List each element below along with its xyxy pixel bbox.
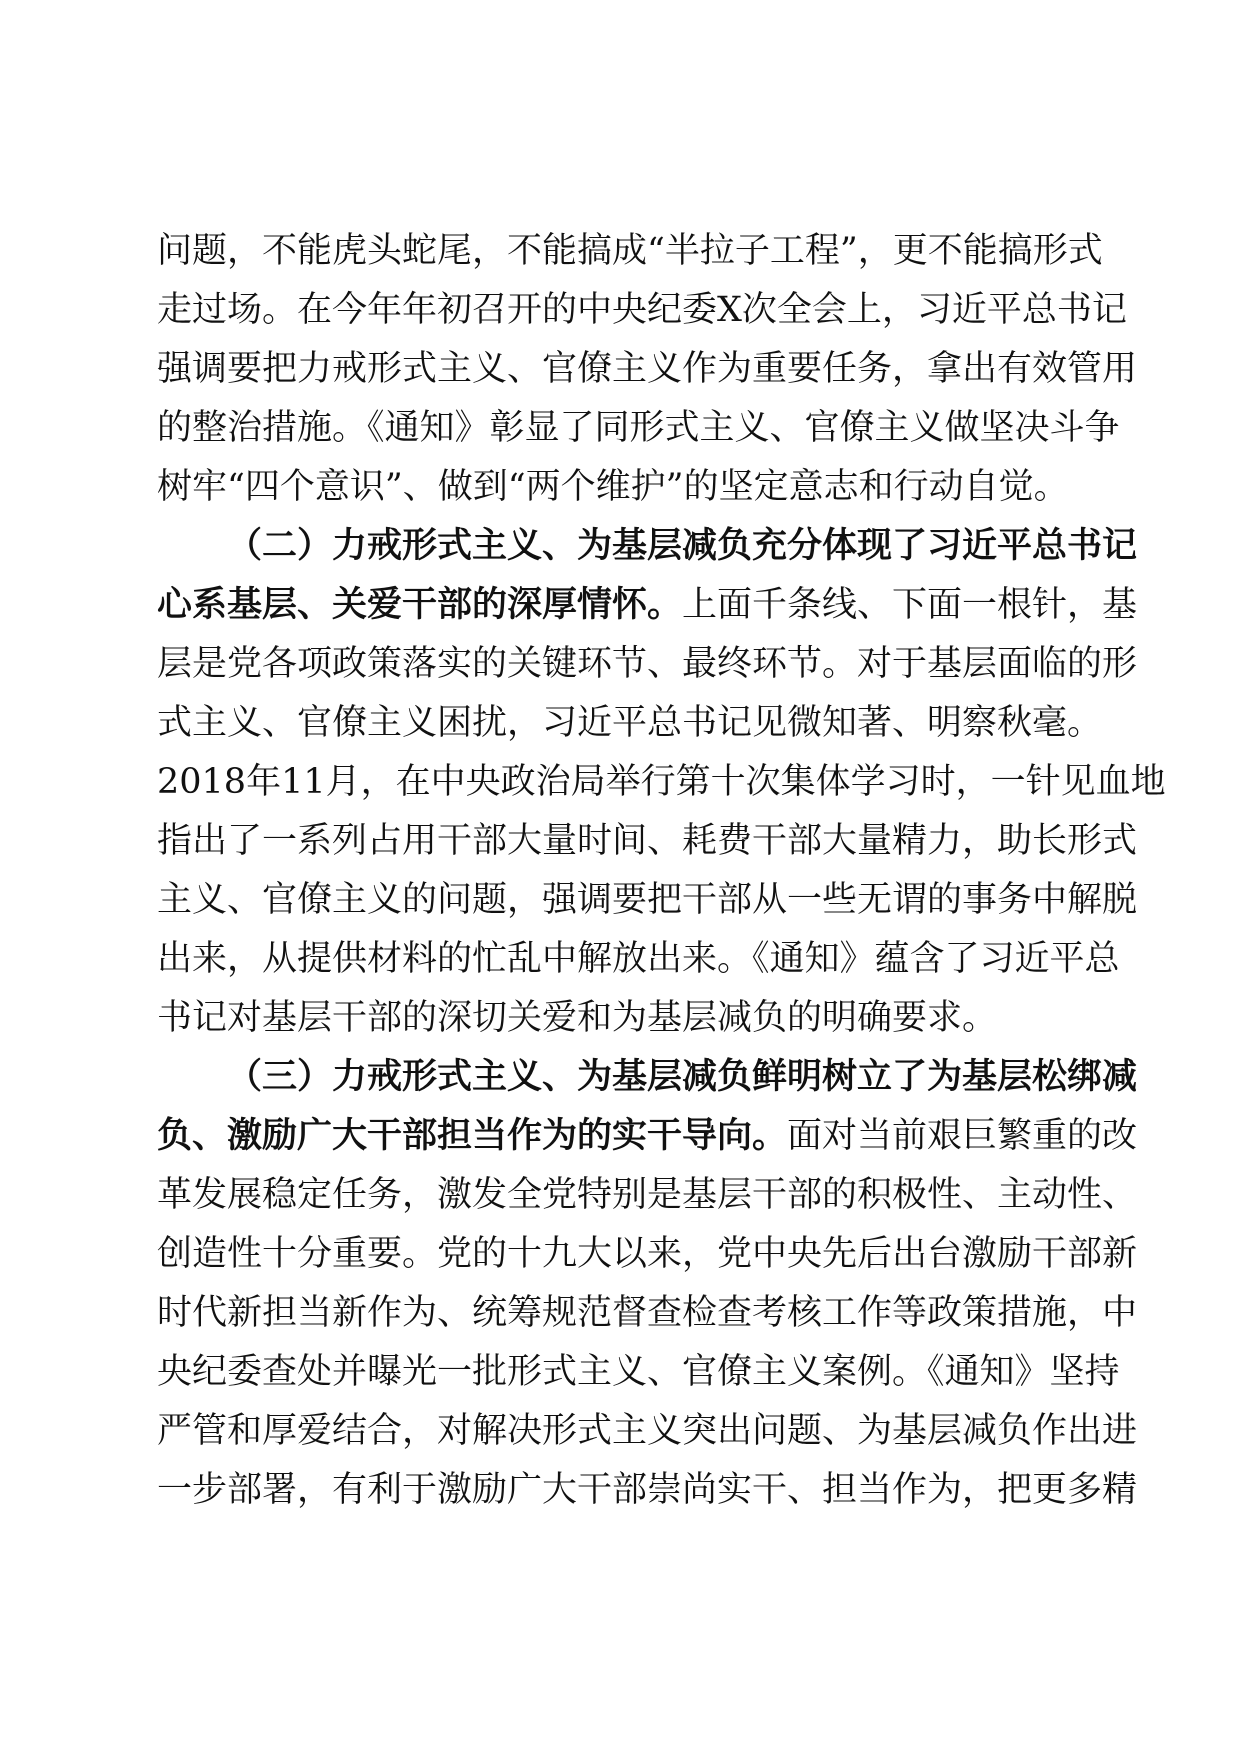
text-line: 树牢“四个意识”、做到“两个维护”的坚定意志和行动自觉。	[157, 467, 1069, 507]
text-line: 严管和厚爱结合，对解决形式主义突出问题、为基层减负作出进	[157, 1411, 1138, 1451]
text-line: 式主义、官僚主义困扰，习近平总书记见微知著、明察秋毫。	[157, 703, 1103, 743]
text-segment: 上面千条线、下面一根针，基	[682, 585, 1138, 625]
section-heading-continued: 心系基层、关爱干部的深厚情怀。	[157, 585, 683, 625]
text-line: 革发展稳定任务，激发全党特别是基层干部的积极性、主动性、	[157, 1175, 1138, 1215]
document-body	[157, 222, 1166, 1520]
text-line: 走过场。在今年年初召开的中央纪委X次全会上，习近平总书记	[157, 290, 1127, 330]
text-line: 央纪委查处并曝光一批形式主义、官僚主义案例。《通知》坚持	[157, 1352, 1120, 1392]
text-line: 时代新担当新作为、统筹规范督查检查考核工作等政策措施，中	[157, 1293, 1138, 1333]
text-line: 创造性十分重要。党的十九大以来，党中央先后出台激励干部新	[157, 1234, 1138, 1274]
section-heading: （三）力戒形式主义、为基层减负鲜明树立了为基层松绑减	[227, 1057, 1138, 1097]
text-line	[157, 1107, 1138, 1166]
text-line: 出来，从提供材料的忙乱中解放出来。《通知》蕴含了习近平总	[157, 939, 1120, 979]
section-heading-continued: 负、激励广大干部担当作为的实干导向。	[157, 1116, 788, 1156]
text-segment: 面对当前艰巨繁重的改	[787, 1116, 1138, 1156]
text-line: 2018年11月，在中央政治局举行第十次集体学习时，一针见血地	[157, 762, 1166, 802]
paragraph-2	[157, 517, 1166, 1048]
paragraph-1	[157, 222, 1138, 517]
text-line: 指出了一系列占用干部大量时间、耗费干部大量精力，助长形式	[157, 821, 1138, 861]
text-line: 一步部署，有利于激励广大干部崇尚实干、担当作为，把更多精	[157, 1470, 1138, 1510]
text-line: 层是党各项政策落实的关键环节、最终环节。对于基层面临的形	[157, 644, 1138, 684]
text-line: 强调要把力戒形式主义、官僚主义作为重要任务，拿出有效管用	[157, 349, 1138, 389]
text-line: 的整治措施。《通知》彰显了同形式主义、官僚主义做坚决斗争	[157, 408, 1120, 448]
text-line	[157, 576, 1138, 635]
text-line: 书记对基层干部的深切关爱和为基层减负的明确要求。	[157, 998, 998, 1038]
paragraph-3	[157, 1048, 1138, 1520]
section-heading: （二）力戒形式主义、为基层减负充分体现了习近平总书记	[227, 526, 1138, 566]
text-line: 主义、官僚主义的问题，强调要把干部从一些无谓的事务中解脱	[157, 880, 1138, 920]
text-line: 问题，不能虎头蛇尾，不能搞成“半拉子工程”，更不能搞形式	[157, 231, 1103, 271]
